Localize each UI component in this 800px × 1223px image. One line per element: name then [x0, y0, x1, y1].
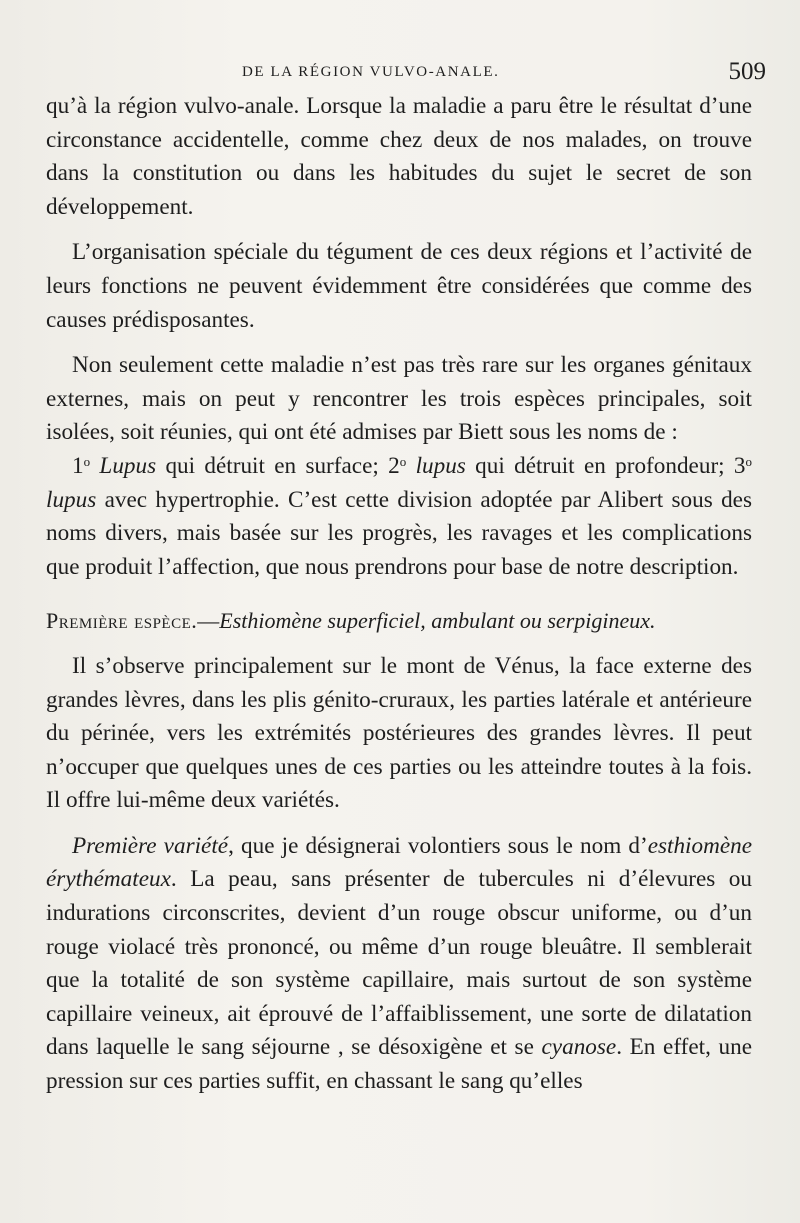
paragraph-6-text-1: , que je désignerai volontiers sous le nom d’: [228, 832, 648, 859]
heading-dash: —: [197, 608, 220, 634]
section-label: Première espèce.: [46, 608, 198, 634]
variety-label: Première variété: [72, 832, 229, 859]
paragraph-4-text-1: qui détruit en surface; 2: [156, 452, 400, 479]
body-text: [46, 90, 752, 1099]
paragraph-3: Non seulement cette maladie n’est pas très rare sur les organes génitaux externes, mais on peut y rencontrer les trois espèces principales, soit isolées, soit réunies, qui ont été admises par Biett sous les noms de :: [46, 352, 752, 446]
cyanose-term: cyanose: [541, 1034, 617, 1061]
page-header: [46, 58, 766, 88]
section-title: Esthiomène superficiel, ambulant ou serpigineux.: [219, 608, 656, 634]
ordinal-mark-2: o: [399, 453, 407, 469]
paragraph-5: Il s’observe principalement sur le mont de Vénus, la face externe des grandes lèvres, dans les plis génito-cruraux, les parties latérale et antérieure du périnée, vers les extrémités postérieures des grandes lèvres. Il peut n’occuper que quelques unes de ces parties ou les atteindre toutes à la fois. Il offre lui-même deux variétés.: [46, 652, 752, 814]
lupus-term-3: lupus: [46, 486, 97, 513]
paragraph-1: qu’à la région vulvo-anale. Lorsque la maladie a paru être le résultat d’une circonstance accidentelle, comme chez deux de nos malades, on trouve dans la constitution ou dans les habitudes du sujet le secret de son développement.: [46, 93, 752, 220]
paragraph-6: [46, 830, 752, 1099]
running-head: DE LA RÉGION VULVO-ANALE.: [242, 64, 500, 80]
number-1: 1: [72, 452, 84, 479]
page-number: 509: [728, 58, 766, 85]
variety-term: esthiomène érythémateux: [46, 832, 753, 893]
paragraph-4-text-3: avec hypertrophie. C’est cette division adoptée par Alibert sous des noms divers, mais basée sur les progrès, les ravages et les complications que produit l’affection, que nous prendrons pour base de notre description.: [46, 486, 752, 580]
ordinal-mark-3: o: [745, 453, 753, 469]
paragraph-6-text-2: . La peau, sans présenter de tubercules ni d’élevures ou indurations circonscrites, devient d’un rouge obscur uniforme, ou d’un rouge violacé très prononcé, ou même d’un rouge bleuâtre. Il semblerait que la totalité de son système capillaire, mais surtout de son système capillaire veineux, ait éprouvé de l’affaiblissement, une sorte de dilatation dans laquelle le sang séjourne , se désoxigène et se: [46, 866, 752, 1061]
paragraph-2: L’organisation spéciale du tégument de ces deux régions et l’activité de leurs fonctions ne peuvent évidemment être considérées que comme des causes prédisposantes.: [46, 239, 752, 333]
section-heading: [46, 604, 752, 638]
lupus-term-1: Lupus: [99, 452, 157, 479]
ordinal-mark-1: o: [83, 453, 91, 469]
lupus-term-2: lupus: [415, 452, 466, 479]
paragraph-6-text-3: . En effet, une pression sur ces parties suffit, en chassant le sang qu’elles: [46, 1034, 752, 1095]
paragraph-4: [46, 450, 752, 584]
paragraph-4-text-2: qui détruit en profondeur; 3: [465, 452, 746, 479]
